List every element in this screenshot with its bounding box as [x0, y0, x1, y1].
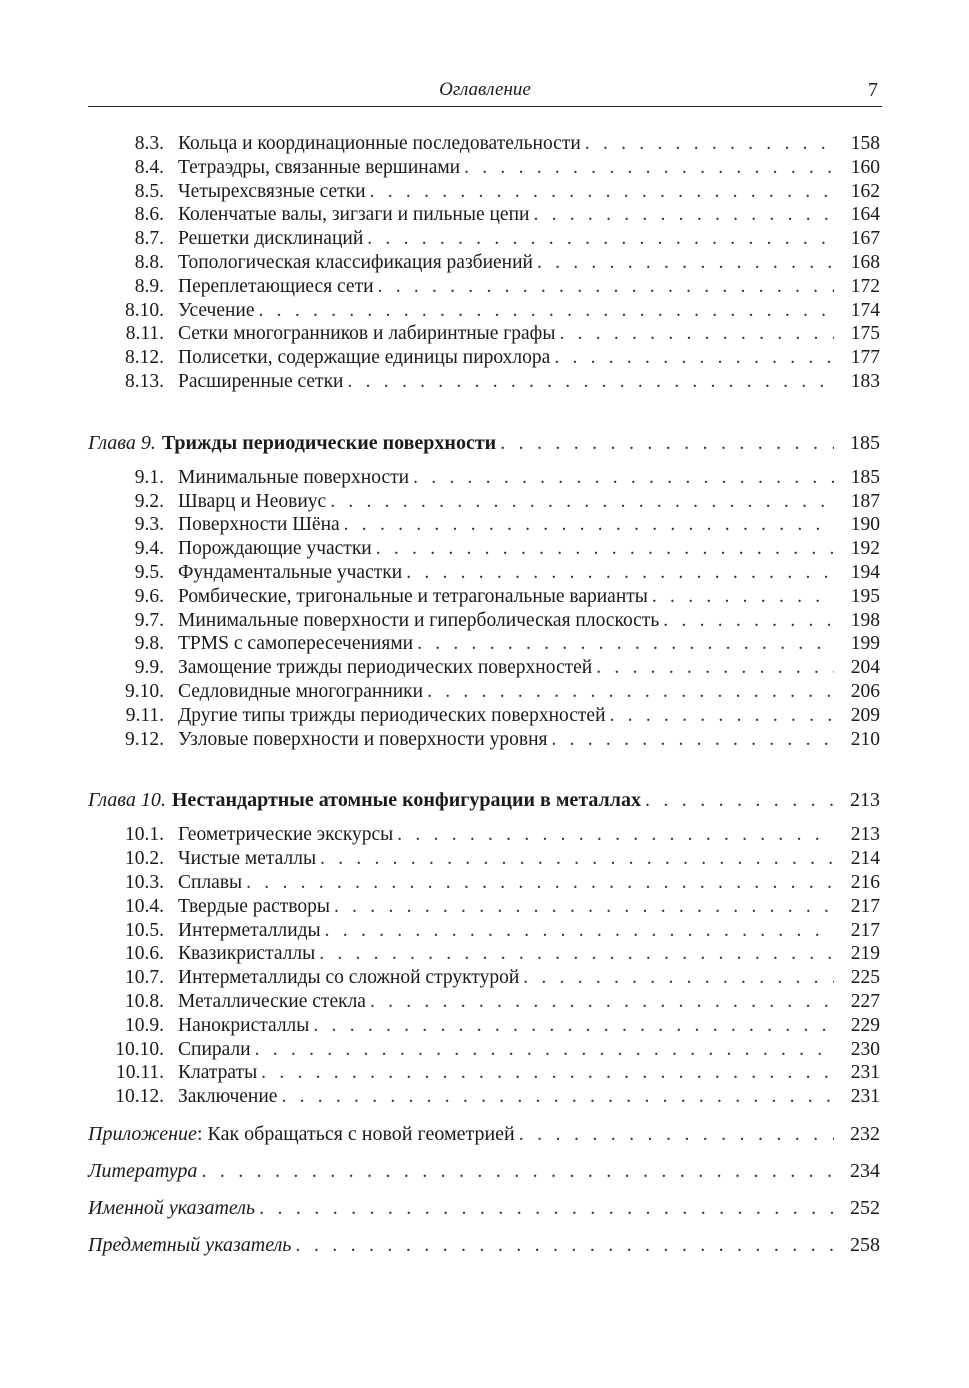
chapter-title: Нестандартные атомные конфигурации в металлах	[171, 789, 641, 812]
dot-leader	[315, 942, 834, 966]
section-number: 10.12.	[115, 1086, 164, 1108]
section-number: 9.7.	[134, 609, 164, 631]
section-page: 158	[850, 133, 880, 154]
dot-leader	[515, 1121, 834, 1147]
dot-leader	[496, 430, 834, 456]
chapter-label: Глава 10.	[88, 789, 166, 812]
section-page: 198	[850, 609, 880, 631]
literature-entry[interactable]	[88, 1158, 880, 1184]
section-title: Нанокристаллы	[178, 1014, 310, 1036]
section-page: 185	[850, 466, 880, 488]
toc-entry[interactable]	[88, 561, 880, 585]
section-number: 10.4.	[125, 895, 164, 917]
toc-entry[interactable]	[88, 299, 880, 323]
chapter-10-entry[interactable]	[88, 787, 880, 813]
toc-entry[interactable]	[88, 490, 880, 514]
section-title: Шварц и Неовиус	[178, 490, 327, 512]
section-number: 9.1.	[134, 466, 164, 488]
dot-leader	[197, 1158, 834, 1184]
dot-leader	[519, 966, 834, 990]
section-page: 214	[850, 848, 880, 870]
toc-entry[interactable]	[88, 609, 880, 633]
dot-leader	[648, 585, 834, 609]
section-page: 195	[850, 585, 880, 607]
section-number: 9.6.	[134, 585, 164, 607]
section-page: 164	[850, 204, 880, 226]
section-page: 209	[850, 704, 880, 726]
dot-leader	[393, 823, 834, 847]
dot-leader	[291, 1232, 834, 1258]
section-title: TPMS с самопересечениями	[178, 633, 414, 655]
section-page: 183	[850, 370, 880, 392]
toc-entry[interactable]	[88, 227, 880, 251]
section-number: 9.3.	[134, 514, 164, 536]
toc-entry[interactable]	[88, 585, 880, 609]
section-title: Поверхности Шёна	[178, 514, 340, 536]
chapter-9-entry[interactable]	[88, 430, 880, 456]
toc-entry[interactable]	[88, 1014, 880, 1038]
section-number: 10.9.	[125, 1014, 164, 1036]
dot-leader	[606, 704, 834, 728]
section-number: 8.10.	[125, 299, 164, 321]
toc-entry[interactable]	[88, 823, 880, 847]
toc-entry[interactable]	[88, 847, 880, 871]
page-header	[88, 78, 882, 107]
name-index-page: 252	[850, 1196, 880, 1219]
toc-entry[interactable]	[88, 704, 880, 728]
section-number: 8.13.	[125, 370, 164, 392]
section-title: Квазикристаллы	[178, 943, 316, 965]
section-number: 9.10.	[125, 680, 164, 702]
toc-entry[interactable]	[88, 275, 880, 299]
appendix-separator: :	[196, 1122, 203, 1145]
section-number: 8.11.	[125, 323, 164, 345]
dot-leader	[547, 728, 834, 752]
section-number: 10.8.	[125, 990, 164, 1012]
toc-entry[interactable]	[88, 656, 880, 680]
section-title: Другие типы трижды периодических поверхностей	[178, 704, 606, 726]
appendix-label: Приложение	[88, 1122, 197, 1145]
section-number: 10.1.	[125, 824, 164, 846]
toc-entry[interactable]	[88, 1085, 880, 1109]
appendix-title: Как обращаться с новой геометрией	[202, 1122, 515, 1145]
section-title: Четырехсвязные сетки	[178, 180, 366, 202]
section-page: 172	[850, 275, 880, 297]
section-page: 231	[850, 1086, 880, 1108]
section-title: Спирали	[178, 1038, 251, 1060]
toc-entry[interactable]	[88, 251, 880, 275]
dot-leader	[533, 251, 834, 275]
section-title: Твердые растворы	[178, 895, 330, 917]
toc-entry[interactable]	[88, 346, 880, 370]
section-title: Полисетки, содержащие единицы пирохлора	[178, 347, 551, 369]
dot-leader	[641, 787, 834, 813]
section-number: 8.7.	[134, 228, 164, 250]
section-title: Переплетающиеся сети	[178, 275, 374, 297]
dot-leader	[340, 513, 834, 537]
toc-entry[interactable]	[88, 895, 880, 919]
section-title: Заключение	[178, 1086, 278, 1108]
section-page: 167	[850, 228, 880, 250]
toc-entry[interactable]	[88, 322, 880, 346]
section-number: 9.8.	[134, 633, 164, 655]
section-number: 8.8.	[134, 251, 164, 273]
section-title: Клатраты	[178, 1062, 258, 1084]
section-number: 10.6.	[125, 943, 164, 965]
section-page: 162	[850, 180, 880, 202]
dot-leader	[366, 990, 834, 1014]
appendix-entry[interactable]	[88, 1121, 880, 1147]
chapter-page: 185	[850, 431, 880, 454]
section-page: 168	[850, 251, 880, 273]
section-number: 10.7.	[125, 967, 164, 989]
section-number: 8.12.	[125, 347, 164, 369]
section-page: 217	[850, 895, 880, 917]
section-page: 160	[850, 156, 880, 178]
dot-leader	[423, 680, 834, 704]
section-page: 206	[850, 680, 880, 702]
section-number: 8.6.	[134, 204, 164, 226]
dot-leader	[592, 656, 834, 680]
section-page: 194	[850, 561, 880, 583]
dot-leader	[581, 132, 834, 156]
section-number: 9.9.	[134, 657, 164, 679]
running-head: Оглавление	[439, 79, 531, 100]
section-title: Минимальные поверхности и гиперболическая плоскость	[178, 609, 660, 631]
section-number: 10.10.	[115, 1038, 164, 1060]
dot-leader	[409, 466, 834, 490]
toc-entry[interactable]	[88, 942, 880, 966]
dot-leader	[363, 227, 834, 251]
section-title: Ромбические, тригональные и тетрагональные варианты	[178, 585, 648, 607]
dot-leader	[321, 919, 834, 943]
section-number: 10.3.	[125, 871, 164, 893]
dot-leader	[372, 537, 834, 561]
dot-leader	[659, 609, 834, 633]
toc-entry[interactable]	[88, 180, 880, 204]
toc-entry[interactable]	[88, 156, 880, 180]
dot-leader	[344, 370, 835, 394]
section-page: 230	[850, 1038, 880, 1060]
section-page: 210	[850, 728, 880, 750]
section-page: 187	[850, 490, 880, 512]
toc-entry[interactable]	[88, 632, 880, 656]
chapter-10-sections	[88, 823, 880, 1109]
section-title: Узловые поверхности и поверхности уровня	[178, 728, 548, 750]
section-title: Порождающие участки	[178, 538, 372, 560]
dot-leader	[255, 1195, 834, 1221]
section-number: 9.4.	[134, 538, 164, 560]
name-index-label: Именной указатель	[88, 1196, 256, 1219]
toc-entry[interactable]	[88, 728, 880, 752]
dot-leader	[402, 561, 834, 585]
dot-leader	[550, 346, 834, 370]
dot-leader	[374, 275, 834, 299]
section-title: Топологическая классификация разбиений	[178, 251, 533, 273]
section-title: Коленчатые валы, зигзаги и пильные цепи	[178, 204, 530, 226]
section-title: Замощение трижды периодических поверхностей	[178, 657, 593, 679]
section-title: Решетки дисклинаций	[178, 228, 364, 250]
section-page: 219	[850, 943, 880, 965]
chapter-title: Трижды периодические поверхности	[161, 431, 497, 454]
toc-entry[interactable]	[88, 871, 880, 895]
section-title: Интерметаллиды	[178, 919, 321, 941]
dot-leader	[366, 180, 834, 204]
section-title: Усечение	[178, 299, 255, 321]
dot-leader	[309, 1014, 834, 1038]
dot-leader	[330, 895, 834, 919]
section-page: 227	[850, 990, 880, 1012]
toc-entry[interactable]	[88, 1061, 880, 1085]
section-title: Геометрические экскурсы	[178, 824, 394, 846]
toc-entry[interactable]	[88, 1038, 880, 1062]
section-page: 190	[850, 514, 880, 536]
section-number: 10.5.	[125, 919, 164, 941]
appendix-page: 232	[850, 1122, 880, 1145]
chapter-page: 213	[850, 789, 880, 812]
toc-entry[interactable]	[88, 132, 880, 156]
subject-index-entry[interactable]	[88, 1232, 880, 1258]
toc-entry[interactable]	[88, 370, 880, 394]
section-page: 231	[850, 1062, 880, 1084]
section-page: 225	[850, 967, 880, 989]
literature-label: Литература	[88, 1159, 198, 1182]
dot-leader	[529, 203, 834, 227]
chapter-9-sections	[88, 466, 880, 752]
dot-leader	[460, 156, 834, 180]
dot-leader	[326, 490, 834, 514]
section-page: 199	[850, 633, 880, 655]
chapter-8-sections	[88, 132, 880, 394]
table-of-contents	[88, 132, 880, 1269]
section-title: Кольца и координационные последовательности	[178, 133, 581, 154]
page-number: 7	[868, 79, 878, 101]
section-title: Сплавы	[178, 871, 243, 893]
section-title: Интерметаллиды со сложной структурой	[178, 967, 520, 989]
section-number: 10.2.	[125, 848, 164, 870]
dot-leader	[555, 322, 834, 346]
subject-index-label: Предметный указатель	[88, 1233, 292, 1256]
chapter-label: Глава 9.	[88, 431, 156, 454]
section-title: Расширенные сетки	[178, 370, 344, 392]
section-page: 192	[850, 538, 880, 560]
name-index-entry[interactable]	[88, 1195, 880, 1221]
dot-leader	[257, 1061, 834, 1085]
dot-leader	[251, 1038, 834, 1062]
section-page: 217	[850, 919, 880, 941]
section-number: 8.9.	[134, 275, 164, 297]
section-number: 8.5.	[134, 180, 164, 202]
toc-entry[interactable]	[88, 466, 880, 490]
section-page: 213	[850, 824, 880, 846]
dot-leader	[255, 299, 834, 323]
section-page: 229	[850, 1014, 880, 1036]
section-title: Седловидные многогранники	[178, 680, 424, 702]
dot-leader	[413, 632, 834, 656]
section-title: Сетки многогранников и лабиринтные графы	[178, 323, 556, 345]
toc-entry[interactable]	[88, 680, 880, 704]
toc-entry[interactable]	[88, 513, 880, 537]
section-page: 177	[850, 347, 880, 369]
dot-leader	[277, 1085, 834, 1109]
section-number: 9.2.	[134, 490, 164, 512]
subject-index-page: 258	[850, 1233, 880, 1256]
section-title: Минимальные поверхности	[178, 466, 410, 488]
section-title: Тетраэдры, связанные вершинами	[178, 156, 461, 178]
section-page: 204	[850, 657, 880, 679]
section-title: Фундаментальные участки	[178, 561, 403, 583]
literature-page: 234	[850, 1159, 880, 1182]
section-number: 10.11.	[115, 1062, 164, 1084]
dot-leader	[316, 847, 834, 871]
section-title: Чистые металлы	[178, 848, 317, 870]
toc-entry[interactable]	[88, 990, 880, 1014]
section-number: 8.4.	[134, 156, 164, 178]
section-page: 174	[850, 299, 880, 321]
toc-entry[interactable]	[88, 919, 880, 943]
section-number: 9.12.	[125, 728, 164, 750]
section-number: 8.3.	[134, 133, 164, 154]
section-number: 9.11.	[125, 704, 164, 726]
section-number: 9.5.	[134, 561, 164, 583]
toc-entry[interactable]	[88, 537, 880, 561]
toc-entry[interactable]	[88, 203, 880, 227]
section-title: Металлические стекла	[178, 990, 366, 1012]
section-page: 216	[850, 871, 880, 893]
toc-entry[interactable]	[88, 966, 880, 990]
section-page: 175	[850, 323, 880, 345]
dot-leader	[242, 871, 834, 895]
